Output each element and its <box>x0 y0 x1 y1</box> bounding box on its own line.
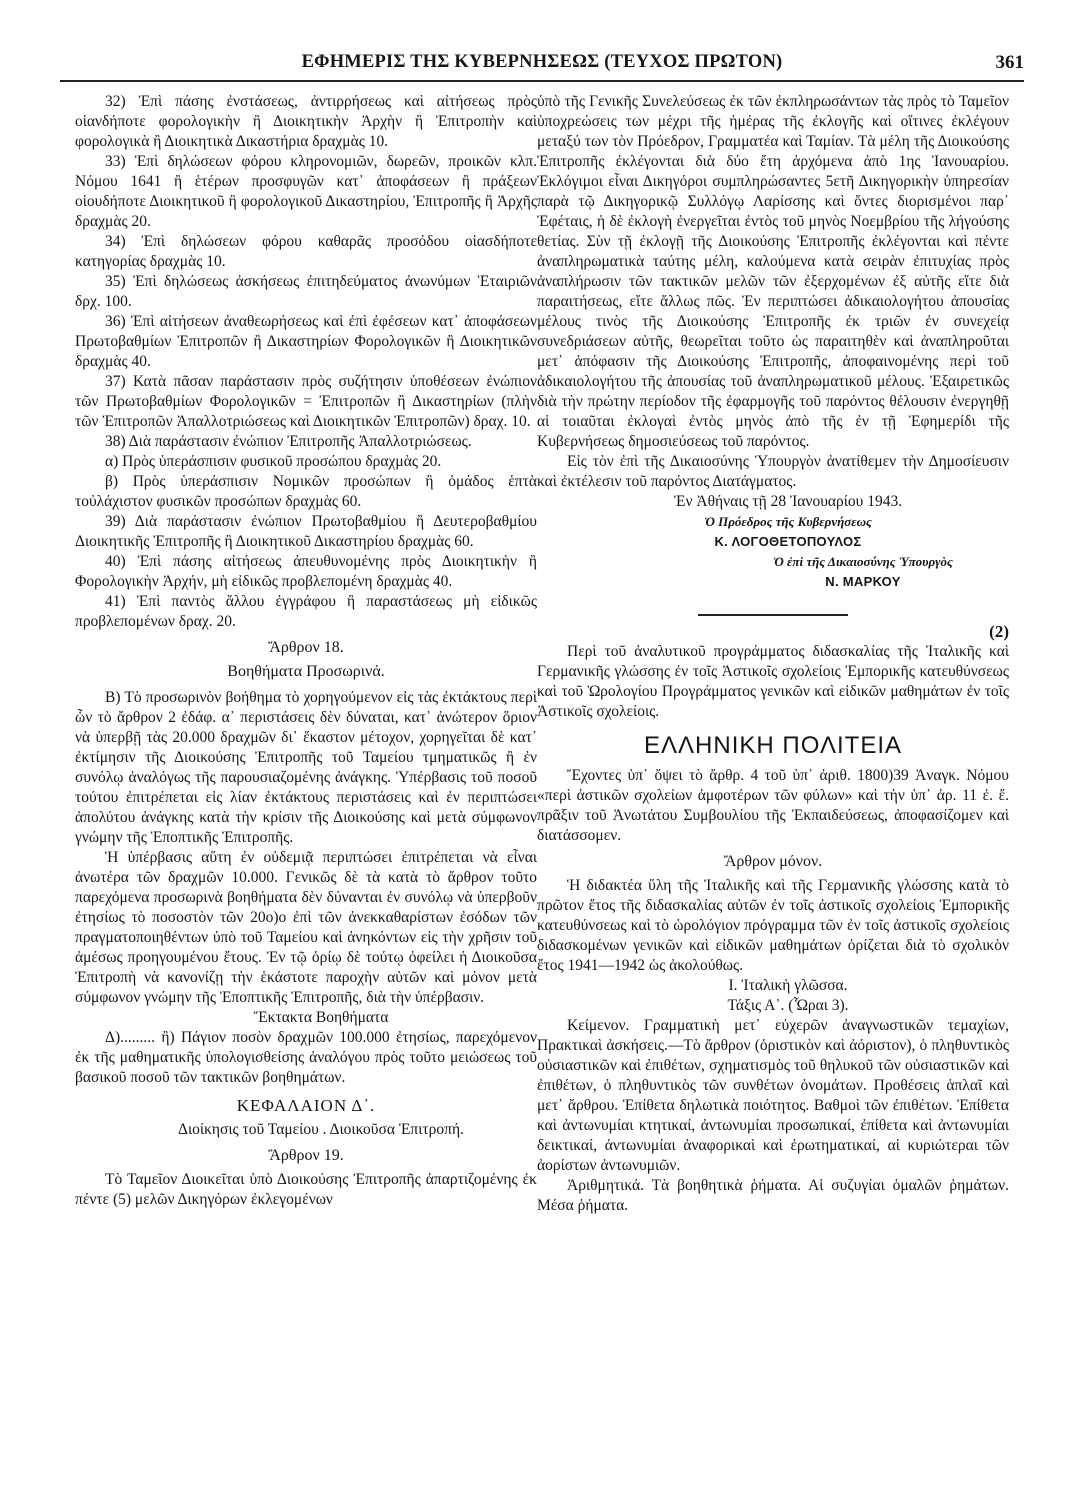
article-19-continuation: ὑπὸ τῆς Γενικῆς Συνελεύσεως ἐκ τῶν ἐκπληρωσάντων τὰς πρὸς τὸ Ταμεῖον ὑποχρεώσεις των μέχρι τῆς ἡμέρας τῆς ἐκλογῆς καὶ οἵτινες ἐκλέγουν μεταξύ των τὸν Πρόεδρον, Γραμματέα καὶ Ταμίαν. Τὰ μέλη τῆς Διοικούσης Ἐπιτροπῆς ἐκλέγονται διὰ δύο ἔτη ἀρχόμενα ἀπὸ 1ης Ἰανουαρίου. Ἐκλόγιμοι εἶναι Δικηγόροι συμπληρώσαντες 5ετῆ Δικηγορικὴν ὑπηρεσίαν παρὰ τῷ Δικηγορικῷ Συλλόγῳ Λαρίσσης καὶ ὄντες διορισμένοι παρ᾽ Ἐφέταις, ἡ δὲ ἐκλογὴ ἐνεργεῖται ἐντὸς τοῦ μηνὸς Νοεμβρίου τῆς λήγούσης θετίας. Σὺν τῇ ἐκλογῇ τῆς Διοικούσης Ἐπιτροπῆς ἐκλέγονται καὶ πέντε ἀναπληρωματικὰ ταύτης μέλη, καλούμενα κατὰ σειρὰν ἐπιτυχίας πρὸς ἀναπλήρωσιν τῶν τακτικῶν μελῶν τῶν ἐξερχομένων ἐξ αὐτῆς εἴτε διὰ παραιτήσεως, εἴτε ἄλλως πῶς. Ἐν περιπτώσει ἀδικαιολογήτου ἀπουσίας μέλους τινὸς τῆς Διοικούσης Ἐπιτροπῆς ἐκ τριῶν ἐν συνεχείᾳ συνεδριάσεων αὐτῆς, θεωρεῖται τοῦτο ὡς παραιτηθὲν καὶ ἀναπληροῦται μετ᾽ ἀπόφασιν τῆς Διοικούσης Ἐπιτροπῆς, ἀποφαινομένης περὶ τοῦ ἀδικαιολογήτου τῆς ἀπουσίας τοῦ ἀναπληρωματικοῦ μέλους. Ἐξαιρετικῶς διὰ τὴν πρώτην περίοδον τῆς ἐφαρμογῆς τοῦ παρόντος θέλουσιν ἐνεργηθῇ αἱ τοιαῦται ἐκλογαὶ ἐντὸς μηνὸς ἀπὸ τῆς ἐν τῇ Ἐφημερίδι τῆς Κυβερνήσεως δημοσιεύσεως τοῦ παρόντος. <box>537 93 1009 450</box>
clause-33: 33) Ἐπὶ δηλώσεων φόρου κληρονομιῶν, δωρεῶν, προικῶν κλπ. Νόμου 1641 ἢ ἑτέρων προσφυγῶν κατ᾽ ἀποφάσεων ἢ πράξεων οἱουδήποτε Διοικητικοῦ ἢ φορολογικοῦ Δικαστηρίου, Ἐπιτροπῆς ἢ Ἀρχῆς δραχμὰς 20. <box>75 153 537 230</box>
clause-37: 37) Κατὰ πᾶσαν παράστασιν πρὸς συζήτησιν ὑποθέσεων ἐνώπιον τῶν Πρωτοβαθμίων Φορολογικῶν = Ἐπιτροπῶν ἢ Δικαστηρίων (πλὴν τῶν Ἐπιτροπῶν Ἀπαλλοτριώσεως καὶ Διοικητικῶν Ἐπιτροπῶν) δραχ. 10. <box>75 373 537 430</box>
gazette-title: ΕΦΗΜΕΡΙΣ ΤΗΣ ΚΥΒΕΡΝΗΣΕΩΣ (ΤΕΥΧΟΣ ΠΡΩΤΟΝ) <box>301 52 783 72</box>
arithmetic-text: Ἀριθμητικά. Τὰ βοηθητικὰ ῥήματα. Αἱ συζυγίαι ὁμαλῶν ῥημάτων. Μέσα ῥήματα. <box>537 1177 1009 1214</box>
signatory-1-name: Κ. ΛΟΓΟΘΕΤΟΠΟΥΛΟΣ <box>714 534 862 549</box>
right-column <box>537 92 1009 1216</box>
paragraph-limit: Ἡ ὑπέρβασις αὕτη ἐν οὐδεμιᾷ περιπτώσει ἐπιτρέπεται νὰ εἶναι ἀνωτέρα τῶν δραχμῶν 10.000. Γενικῶς δὲ τὰ κατὰ τὸ ἄρθρον τοῦτο παρεχόμενα προσωρινὰ βοηθήματα δὲν δύνανται ἐν συνόλῳ νὰ ὑπερβοῦν ἐτησίως τὸ ποσοστὸν τῶν 20ο)ο ἐπὶ τῶν ἀνεκκαθαρίστων ἐσόδων τῶν πραγματοποιηθέντων ὑπὸ τοῦ Ταμείου καὶ ἀνηκόντων εἰς τὴν χρῆσιν τοῦ ἀμέσως προηγουμένου ἔτους. Ἐν τῷ ὁρίῳ δὲ τούτῳ ὀφείλει ἡ Διοικοῦσα Ἐπιτροπὴ νὰ κανονίζῃ τὴν ἑκάστοτε παροχὴν αὐτῶν καὶ μόνον μετὰ σύμφωνον γνώμην τῆς Ἐποπτικῆς Ἐπιτροπῆς, διὰ τὴν ὑπέρβασιν. <box>75 849 537 1006</box>
class-a-heading: Τάξις Α᾽. (Ὧραι 3). <box>727 997 849 1014</box>
signatory-2-block <box>537 552 1009 592</box>
clause-38: 38) Διὰ παράστασιν ἐνώπιον Ἐπιτροπῆς Ἀπαλλοτριώσεως. <box>105 433 472 450</box>
extraordinary-aids-heading: Ἔκτακτα Βοηθήματα <box>253 1009 389 1026</box>
clause-40: 40) Ἐπὶ πάσης αἰτήσεως ἀπευθυνομένης πρὸς Διοικητικὴν ἢ Φορολογικὴν Ἀρχήν, μὴ εἰδικῶς προβλεπομένη δραχμὰς 40. <box>75 553 537 590</box>
date-line: Ἐν Ἀθήναις τῇ 28 Ἰανουαρίου 1943. <box>673 493 903 510</box>
article-18-subtitle: Βοηθήματα Προσωρινά. <box>227 663 385 680</box>
clause-41: 41) Ἐπὶ παντὸς ἄλλου ἐγγράφου ἢ παραστάσεως μὴ εἰδικῶς προβλεπομένων δραχ. 20. <box>75 593 537 630</box>
italian-language-heading: Ι. Ἰταλικὴ γλῶσσα. <box>728 977 848 994</box>
article-18-title: Ἄρθρον 18. <box>268 639 344 656</box>
preamble: Ἔχοντες ὑπ᾽ ὄψει τὸ ἄρθρ. 4 τοῦ ὑπ᾽ ἀριθ. 1800)39 Ἀναγκ. Νόμου «περὶ ἀστικῶν σχολείων ἀμφοτέρων τῶν φύλων» καὶ τὴν ὑπ᾽ ἀρ. 11 ἐ. ἔ. πρᾶξιν τοῦ Ἀνωτάτου Συμβουλίου τῆς Ἐκπαιδεύσεως, ἀποφασίζομεν καὶ διατάσσομεν. <box>537 767 1009 844</box>
chapter-subheading: Διοίκησις τοῦ Ταμείου . Διοικοῦσα Ἐπιτροπή. <box>178 1121 464 1138</box>
chapter-heading: ΚΕΦΑΛΑΙΟΝ Δ᾽. <box>236 1096 376 1115</box>
article-19-text: Τὸ Ταμεῖον Διοικεῖται ὑπὸ Διοικούσης Ἐπιτροπῆς ἀπαρτιζομένης ἐκ πέντε (5) μελῶν Δικηγόρων ἐκλεγομένων <box>75 1171 537 1208</box>
signatory-1-role: Ὁ Πρόεδρος τῆς Κυβερνήσεως <box>704 514 872 529</box>
paragraph-b: Β) Τὸ προσωρινὸν βοήθημα τὸ χορηγούμενον εἰς τὰς ἐκτάκτους περὶ ὧν τὸ ἄρθρον 2 ἐδάφ. α᾽ περιστάσεις δὲν δύναται, κατ᾽ ἀνώτερον ὅριον νὰ ὑπερβῇ τὰς 20.000 δραχμῶν δι᾽ ἕκαστον μέτοχον, χορηγεῖται δὲ κατ᾽ ἐκτίμησιν τῆς Διοικούσης Ἐπιτροπῆς τοῦ Ταμείου τμηματικῶς ἢ ἐν συνόλῳ ἀναλόγως τῆς παρουσιαζομένης ἀνάγκης. Ὑπέρβασις τοῦ ποσοῦ τούτου ἐπιτρέπεται εἰς λίαν ἐκτάκτους περιστάσεις καὶ ἐν περιπτώσει ἀπολύτου ἀνάγκης κατὰ τὴν κρίσιν τῆς Διοικούσης καὶ μετὰ σύμφωνον γνώμην τῆς Ἐποπτικῆς Ἐπιτροπῆς. <box>75 689 537 846</box>
single-article-text: Ἡ διδακτέα ὕλη τῆς Ἰταλικῆς καὶ τῆς Γερμανικῆς γλώσσης κατὰ τὸ πρῶτον ἔτος τῆς διδασκαλίας αὐτῶν ἐν τοῖς ἀστικοῖς σχολείοις Ἐμπορικῆς κατευθύνσεως καὶ τὸ ὡρολόγιον πρόγραμμα τῶν ἐν τοῖς ἀστικοῖς σχολείοις διδασκομένων γενικῶν καὶ εἰδικῶν μαθημάτων ὁρίζεται διὰ τὸ σχολικὸν ἔτος 1941—1942 ὡς ἀκολούθως. <box>537 877 1009 974</box>
clause-39: 39) Διὰ παράστασιν ἐνώπιον Πρωτοβαθμίου ἢ Δευτεροβαθμίου Διοικητικῆς Ἐπιτροπῆς ἢ Διοικητικοῦ Δικαστηρίου δραχμὰς 60. <box>75 513 537 550</box>
single-article-title: Ἄρθρον μόνον. <box>723 853 823 870</box>
clause-35: 35) Ἐπὶ δηλώσεως ἀσκήσεως ἐπιτηδεύματος ἀνωνύμων Ἑταιριῶν δρχ. 100. <box>75 273 537 310</box>
clause-38-b: β) Πρὸς ὑπεράσπισιν Νομικῶν προσώπων ἢ ὁμάδος ἑπτὰ τοὐλάχιστον φυσικῶν προσώπων δραχμὰς 60. <box>75 473 537 510</box>
left-column <box>75 92 537 1210</box>
decree-number: (2) <box>989 622 1009 641</box>
signatory-2-name: Ν. ΜΑΡΚΟΥ <box>825 574 901 589</box>
section-divider <box>698 614 848 616</box>
curriculum-text: Κείμενον. Γραμματικὴ μετ᾽ εὐχερῶν ἀναγνωστικῶν τεμαχίων, Πρακτικαὶ ἀσκήσεις.—Τὸ ἄρθρον (ὁριστικὸν καὶ ἀόριστον), ὁ πληθυντικὸς οὐσιαστικῶν καὶ ἐπιθέτων, σχηματισμὸς τοῦ θηλυκοῦ τῶν οὐσιαστικῶν καὶ ἐπιθέτων, ὁ πληθυντικὸς τῶν συνθέτων ὀνομάτων. Προθέσεις ἁπλαῖ καὶ μετ᾽ ἄρθρου. Ἐπίθετα δηλωτικὰ ποιότητος. Βαθμοὶ τῶν ἐπιθέτων. Ἐπίθετα καὶ ἀντωνυμίαι κτητικαί, ἀντωνυμίαι προσωπικαί, ἐπίθετα καὶ ἀντωνυμίαι δεικτικαί, ἀντωνυμίαι ἀναφορικαὶ καὶ ἐρωτηματικαί, αἱ κυριώτεραι τῶν ἀορίστων ἀντωνυμιῶν. <box>537 1017 1009 1174</box>
clause-32: 32) Ἐπὶ πάσης ἐνστάσεως, ἀντιρρήσεως καὶ αἰτήσεως πρὸς οἱανδήποτε φορολογικὴν ἢ Διοικητικὴν Ἀρχὴν ἢ Ἐπιτροπὴν καὶ φορολογικὰ ἢ Διοικητικὰ Δικαστήρια δραχμὰς 10. <box>75 93 537 150</box>
decree-title: Περὶ τοῦ ἀναλυτικοῦ προγράμματος διδασκαλίας τῆς Ἰταλικῆς καὶ Γερμανικῆς γλώσσης ἐν τοῖς Ἀστικοῖς σχολείοις Ἐμπορικῆς κατευθύνσεως καὶ τοῦ Ὡρολογίου Προγράμματος γενικῶν καὶ εἰδικῶν μαθημάτων ἐν τοῖς Ἀστικοῖς σχολείοις. <box>537 643 1009 720</box>
page-header <box>60 52 1024 82</box>
hellenic-state-title: ΕΛΛΗΝΙΚΗ ΠΟΛΙΤΕΙΑ <box>643 732 903 759</box>
page-number: 361 <box>995 52 1024 73</box>
article-19-title: Ἄρθρον 19. <box>268 1147 344 1164</box>
paragraph-delta: Δ)......... ἢ) Πάγιον ποσὸν δραχμῶν 100.000 ἐτησίως, παρεχόμενον ἐκ τῆς μαθηματικῆς ὑπολογισθείσης ἀναλόγου πρὸς τοῦτο μειώσεως τοῦ βασικοῦ ποσοῦ τῶν τακτικῶν βοηθημάτων. <box>75 1029 537 1086</box>
clause-36: 36) Ἐπὶ αἰτήσεων ἀναθεωρήσεως καὶ ἐπὶ ἐφέσεων κατ᾽ ἀποφάσεων Πρωτοβαθμίων Ἐπιτροπῶν ἢ Δικαστηρίων Φορολογικῶν ἢ Διοικητικῶν δραχμὰς 40. <box>75 313 537 370</box>
signatory-2-role: Ὁ ἐπὶ τῆς Δικαιοσύνης Ὑπουργὸς <box>773 554 953 569</box>
clause-34: 34) Ἐπὶ δηλώσεων φόρου καθαρᾶς προσόδου οἱασδήποτε κατηγορίας δραχμὰς 10. <box>75 233 537 270</box>
execution-clause: Εἰς τὸν ἐπὶ τῆς Δικαιοσύνης Ὑπουργὸν ἀνατίθεμεν τὴν Δημοσίευσιν καὶ ἐκτέλεσιν τοῦ παρόντος Διατάγματος. <box>537 453 1009 490</box>
clause-38-a: α) Πρὸς ὑπεράσπισιν φυσικοῦ προσώπου δραχμὰς 20. <box>105 453 442 470</box>
